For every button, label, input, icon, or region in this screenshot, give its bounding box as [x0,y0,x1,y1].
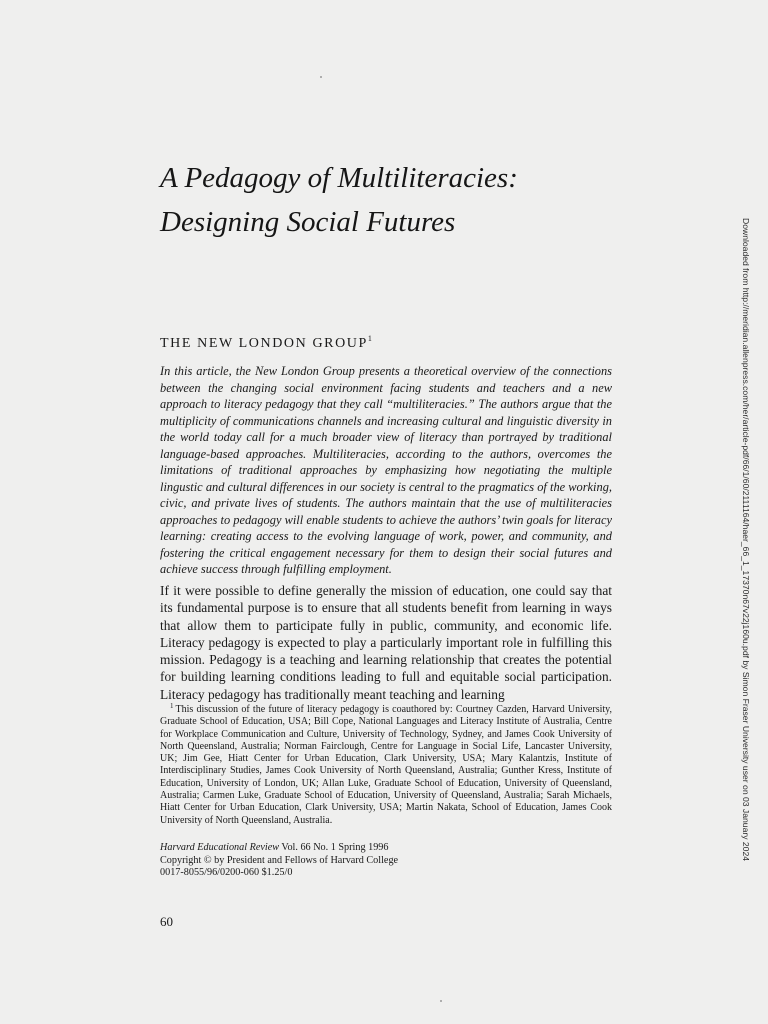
copyright-line: Copyright © by President and Fellows of Harvard College [160,854,399,866]
author-line [160,334,372,352]
issn-code: 0017-8055/96/0200-060 $1.25/0 [160,867,293,878]
scan-speck [320,76,322,78]
download-notice-text: Downloaded from http://meridian.allenpress.com/her/article-pdf/66/1/60/2111164/haer_66_1_17370n67v22j160u.pdf by Simon Fraser University user on 03 January 2024 [741,218,751,862]
body-paragraph: If it were possible to define generally the mission of education, one could say that its fundamental purpose is to ensure that all students benefit from learning in ways that allow them to participate fully in public, community, and economic life. Literacy pedagogy is expected to play a particularly important role in fulfilling this mission. Pedagogy is a teaching and learning relationship that creates the potential for building learning conditions leading to full and equitable social participation. Literacy pedagogy has traditionally meant teaching and learning [160,583,612,702]
journal-name: Harvard Educational Review [160,842,280,853]
title-line-2: Designing Social Futures [160,206,456,238]
title-line-1: A Pedagogy of Multiliteracies: [160,162,518,194]
author-footnote-mark: 1 [367,334,372,343]
journal-volume-issue: Vol. 66 No. 1 Spring 1996 [281,842,389,853]
page-number: 60 [160,914,173,929]
footnote [160,700,612,827]
article-title [160,156,600,244]
footnote-text: This discussion of the future of literacy pedagogy is coauthored by: Courtney Cazden, Harvard University, Graduate School of Education, USA; Bill Cope, National Languages and Literacy Institute of Australia, Centre for Workplace Communication and Culture, University of Technology, Sydney, and James Cook University of North Queensland, Australia; Norman Fairclough, Centre for Language in Social Life, Lancaster University, UK; Jim Gee, Hiatt Center for Urban Education, Clark University, USA; Mary Kalantzis, Institute of Interdisciplinary Studies, James Cook University of North Queensland, Australia; Gunther Kress, Institute of Education, University of London, UK; Allan Luke, Graduate School of Education, University of Queensland, Australia; Carmen Luke, Graduate School of Education, University of Queensland, Australia; Sarah Michaels, Hiatt Center for Urban Education, Clark University, USA; Martin Nakata, School of Education, James Cook University of North Queensland, Australia. [160,704,612,826]
scan-speck [440,1000,442,1002]
abstract: In this article, the New London Group presents a theoretical overview of the connections between the changing social environment facing students and teachers and a new approach to literacy pedagogy that they call “multiliteracies.” The authors argue that the multiplicity of communications channels and increasing cultural and linguistic diversity in the world today call for a much broader view of literacy than portrayed by traditional language-based approaches. Multiliteracies, according to the authors, overcomes the limitations of traditional approaches by emphasizing how negotiating the multiple lingustic and cultural differences in our society is central to the pragmatics of the working, civic, and private lives of students. The authors maintain that the use of multiliteracies approaches to pedagogy will enable students to achieve the authors’ twin goals for literacy learning: creating access to the evolving language of work, power, and community, and fostering the critical engagement necessary for them to design their social futures and achieve success through fulfilling employment. [160,364,612,576]
footnote-mark: 1 [170,702,174,710]
journal-info [160,842,612,880]
journal-citation-line [160,842,612,855]
download-notice-sidebar [736,218,756,862]
author-name: THE NEW LONDON GROUP [160,336,368,351]
